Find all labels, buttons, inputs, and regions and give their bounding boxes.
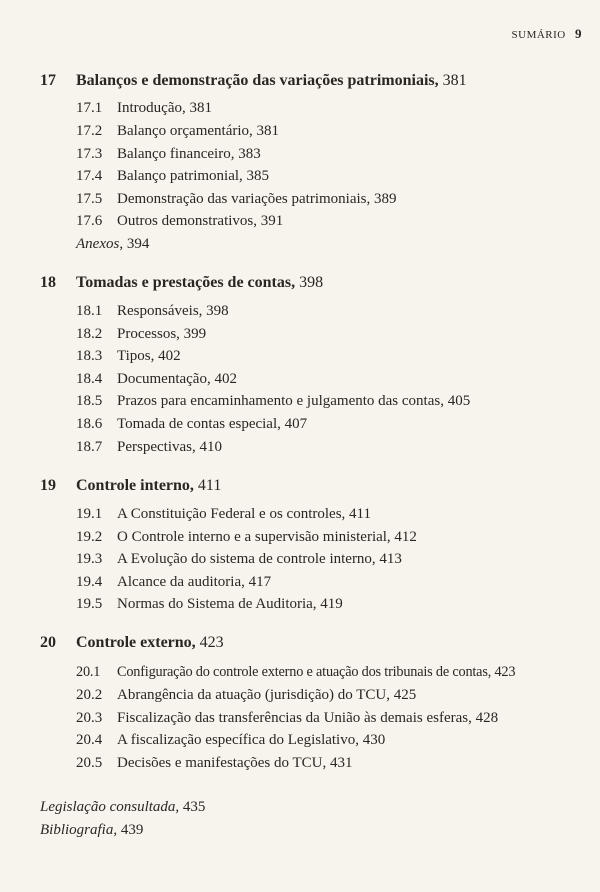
section-text: A fiscalização específica do Legislativo, 430	[117, 732, 386, 748]
toc-entry-17-2	[76, 122, 279, 141]
section-number: 19.5	[76, 596, 103, 612]
section-text: Processos, 399	[117, 326, 207, 342]
section-number: 18.4	[76, 371, 103, 387]
chapter-title: Controle externo,	[76, 634, 196, 651]
section-number: 18.5	[76, 393, 103, 409]
section-text: Responsáveis, 398	[117, 303, 229, 319]
bibliografia-label: Bibliografia	[40, 822, 114, 838]
chapter-18-heading	[40, 273, 323, 293]
header-page-number: 9	[575, 26, 582, 41]
section-number: 20.5	[76, 755, 103, 771]
legislacao-page: , 435	[175, 799, 206, 815]
section-number: 20.4	[76, 732, 103, 748]
section-text: Demonstração das variações patrimoniais, 389	[117, 191, 397, 207]
chapter-number: 17	[40, 72, 56, 89]
toc-entry-17-4	[76, 167, 269, 186]
toc-entry-17-6	[76, 212, 283, 231]
chapter-number: 20	[40, 634, 56, 651]
toc-entry-19-2	[76, 528, 417, 547]
section-number: 20.2	[76, 687, 103, 703]
section-text: Outros demonstrativos, 391	[117, 213, 284, 229]
section-number: 19.2	[76, 529, 103, 545]
section-text: Perspectivas, 410	[117, 439, 222, 455]
running-header	[512, 26, 582, 42]
section-text: O Controle interno e a supervisão ministerial, 412	[117, 529, 417, 545]
section-text: Balanço patrimonial, 385	[117, 168, 270, 184]
section-number: 19.4	[76, 574, 103, 590]
toc-entry-18-5	[76, 392, 470, 411]
toc-entry-20-2	[76, 686, 416, 705]
toc-entry-18-7	[76, 438, 222, 457]
section-number: 17.6	[76, 213, 103, 229]
section-number: 19.3	[76, 551, 103, 567]
toc-entry-bibliografia	[40, 821, 143, 840]
toc-entry-18-2	[76, 325, 206, 344]
toc-entry-18-1	[76, 302, 229, 321]
toc-entry-18-3	[76, 347, 181, 366]
chapter-title: Balanços e demonstração das variações patrimoniais,	[76, 72, 439, 89]
section-text: Documentação, 402	[117, 371, 237, 387]
chapter-page: 423	[195, 634, 224, 651]
section-text: A Evolução do sistema de controle interno, 413	[117, 551, 402, 567]
chapter-number: 18	[40, 274, 56, 291]
section-text: Abrangência da atuação (jurisdição) do TCU, 425	[117, 687, 417, 703]
chapter-20-heading	[40, 633, 224, 653]
section-text: Alcance da auditoria, 417	[117, 574, 272, 590]
chapter-page: 411	[193, 477, 222, 494]
toc-entry-18-6	[76, 415, 307, 434]
chapter-number: 19	[40, 477, 56, 494]
chapter-title: Controle interno,	[76, 477, 194, 494]
chapter-page: 381	[438, 72, 467, 89]
chapter-17-heading	[40, 71, 467, 91]
toc-entry-18-4	[76, 370, 237, 389]
toc-entry-20-5	[76, 754, 353, 773]
section-text: A Constituição Federal e os controles, 411	[117, 506, 371, 522]
toc-entry-17-5	[76, 190, 397, 209]
legislacao-label: Legislação consultada	[40, 799, 176, 815]
toc-entry-19-3	[76, 550, 402, 569]
section-number: 17.4	[76, 168, 103, 184]
section-number: 17.2	[76, 123, 103, 139]
section-number: 17.5	[76, 191, 103, 207]
section-number: 20.3	[76, 710, 103, 726]
toc-entry-anexos	[76, 235, 149, 254]
toc-entry-20-4	[76, 731, 385, 750]
anexos-label: Anexos	[76, 236, 120, 252]
toc-entry-legislacao	[40, 798, 205, 817]
section-text: Decisões e manifestações do TCU, 431	[117, 755, 353, 771]
section-number: 18.7	[76, 439, 103, 455]
toc-entry-17-1	[76, 99, 212, 118]
section-number: 17.3	[76, 146, 103, 162]
section-number: 19.1	[76, 506, 103, 522]
section-number: 18.3	[76, 348, 103, 364]
anexos-page: , 394	[119, 236, 150, 252]
section-number: 17.1	[76, 100, 103, 116]
section-text: Tomada de contas especial, 407	[117, 416, 308, 432]
section-text: Prazos para encaminhamento e julgamento das contas, 405	[117, 393, 471, 409]
section-text: Balanço financeiro, 383	[117, 146, 261, 162]
toc-entry-19-4	[76, 573, 271, 592]
toc-entry-19-5	[76, 595, 343, 614]
section-text: Introdução, 381	[117, 100, 212, 116]
section-text: Normas do Sistema de Auditoria, 419	[117, 596, 343, 612]
section-number: 20.1	[76, 664, 101, 680]
section-text: Tipos, 402	[117, 348, 181, 364]
toc-entry-20-1	[76, 663, 515, 682]
toc-entry-20-3	[76, 709, 498, 728]
chapter-19-heading	[40, 476, 221, 496]
toc-entry-19-1	[76, 505, 371, 524]
section-number: 18.6	[76, 416, 103, 432]
section-text: Configuração do controle externo e atuação dos tribunais de contas, 423	[117, 664, 516, 680]
toc-entry-17-3	[76, 145, 261, 164]
chapter-page: 398	[295, 274, 324, 291]
header-label: SUMÁRIO	[511, 29, 566, 41]
bibliografia-page: , 439	[113, 822, 144, 838]
chapter-title: Tomadas e prestações de contas,	[76, 274, 296, 291]
section-text: Balanço orçamentário, 381	[117, 123, 280, 139]
section-number: 18.2	[76, 326, 103, 342]
section-text: Fiscalização das transferências da União às demais esferas, 428	[117, 710, 499, 726]
section-number: 18.1	[76, 303, 103, 319]
